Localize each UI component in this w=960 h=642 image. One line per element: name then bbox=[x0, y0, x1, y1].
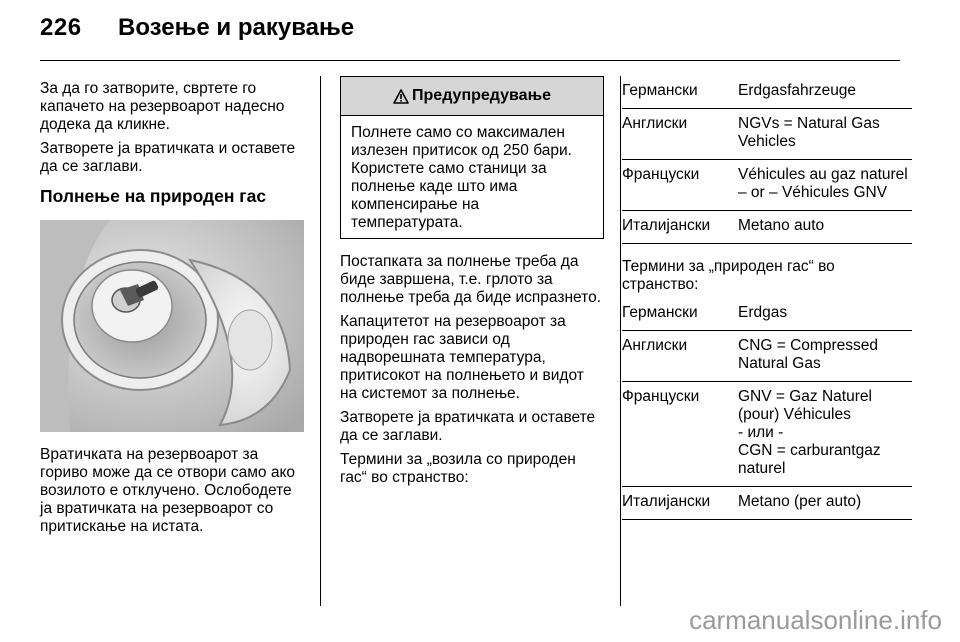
table-row bbox=[622, 331, 912, 382]
middle-paragraph-2: Капацитетот на резервоарот за природен гас зависи од надворешната температура, притисокот на полнењето и видот на системот за полнење. bbox=[340, 313, 584, 402]
middle-paragraph-1: Постапката за полнење треба да биде завршена, т.е. грлото за полнење треба да биде испразнето. bbox=[340, 253, 602, 306]
table-row bbox=[622, 82, 912, 109]
language-cell: Англиски bbox=[622, 109, 738, 160]
warning-triangle-icon bbox=[393, 89, 409, 104]
right-column bbox=[622, 82, 912, 520]
term-cell: Erdgas bbox=[738, 304, 912, 331]
table-row bbox=[622, 487, 912, 520]
left-paragraph-1: За да го затворите, свртете го капачето на резервоарот надесно додека да кликне. bbox=[40, 80, 285, 133]
section-heading: Полнење на природен гас bbox=[40, 186, 267, 206]
term-cell: Erdgasfahrzeuge bbox=[738, 82, 912, 109]
term-cell: NGVs = Natural Gas Vehicles bbox=[738, 109, 912, 160]
term-cell: Metano (per auto) bbox=[738, 487, 912, 520]
left-paragraph-3: Вратичката на резервоарот за гориво може да се отвори само ако возилото е отклучено. Ослободете ја вратичката на резервоарот со притискање на истата. bbox=[40, 446, 296, 535]
middle-column bbox=[340, 76, 604, 493]
column-divider-1 bbox=[320, 76, 321, 606]
term-cell: Véhicules au gaz naturel – or – Véhicules GNV bbox=[738, 160, 912, 211]
warning-header bbox=[341, 77, 603, 116]
page-number: 226 bbox=[40, 14, 82, 41]
vehicle-terms-table bbox=[622, 82, 912, 244]
warning-body bbox=[341, 116, 603, 238]
warning-box bbox=[340, 76, 604, 239]
watermark: carmanualsonline.info bbox=[689, 605, 942, 635]
gas-terms-intro: Термини за „природен гас“ во странство: bbox=[622, 258, 835, 293]
page-title: Возење и ракување bbox=[118, 14, 355, 41]
middle-paragraph-3: Затворете ја вратичката и оставете да се заглави. bbox=[340, 409, 596, 444]
column-divider-2 bbox=[620, 76, 621, 606]
header-rule bbox=[40, 60, 900, 61]
table-row bbox=[622, 382, 912, 487]
language-cell: Германски bbox=[622, 82, 738, 109]
left-paragraph-2: Затворете ја вратичката и оставете да се заглави. bbox=[40, 140, 296, 175]
fuel-filler-photo bbox=[40, 220, 304, 432]
table-row bbox=[622, 211, 912, 244]
language-cell: Италијански bbox=[622, 487, 738, 520]
language-cell: Француски bbox=[622, 382, 738, 487]
gas-terms-table bbox=[622, 304, 912, 520]
language-cell: Англиски bbox=[622, 331, 738, 382]
table-row bbox=[622, 160, 912, 211]
language-cell: Германски bbox=[622, 304, 738, 331]
warning-text: Полнете само со максимален излезен притисок од 250 бари. Користете само станици за полнење каде што има компенсирање на температурата. bbox=[351, 124, 572, 231]
table-row bbox=[622, 109, 912, 160]
middle-paragraph-4: Термини за „возила со природен гас“ во странство: bbox=[340, 451, 576, 486]
language-cell: Француски bbox=[622, 160, 738, 211]
warning-title: Предупредување bbox=[412, 87, 551, 104]
term-cell: CNG = Compressed Natural Gas bbox=[738, 331, 912, 382]
language-cell: Италијански bbox=[622, 211, 738, 244]
left-column bbox=[40, 80, 306, 542]
term-cell: Metano auto bbox=[738, 211, 912, 244]
table-row bbox=[622, 304, 912, 331]
term-cell: GNV = Gaz Naturel (pour) Véhicules - или - CGN = carburantgaz naturel bbox=[738, 382, 912, 487]
